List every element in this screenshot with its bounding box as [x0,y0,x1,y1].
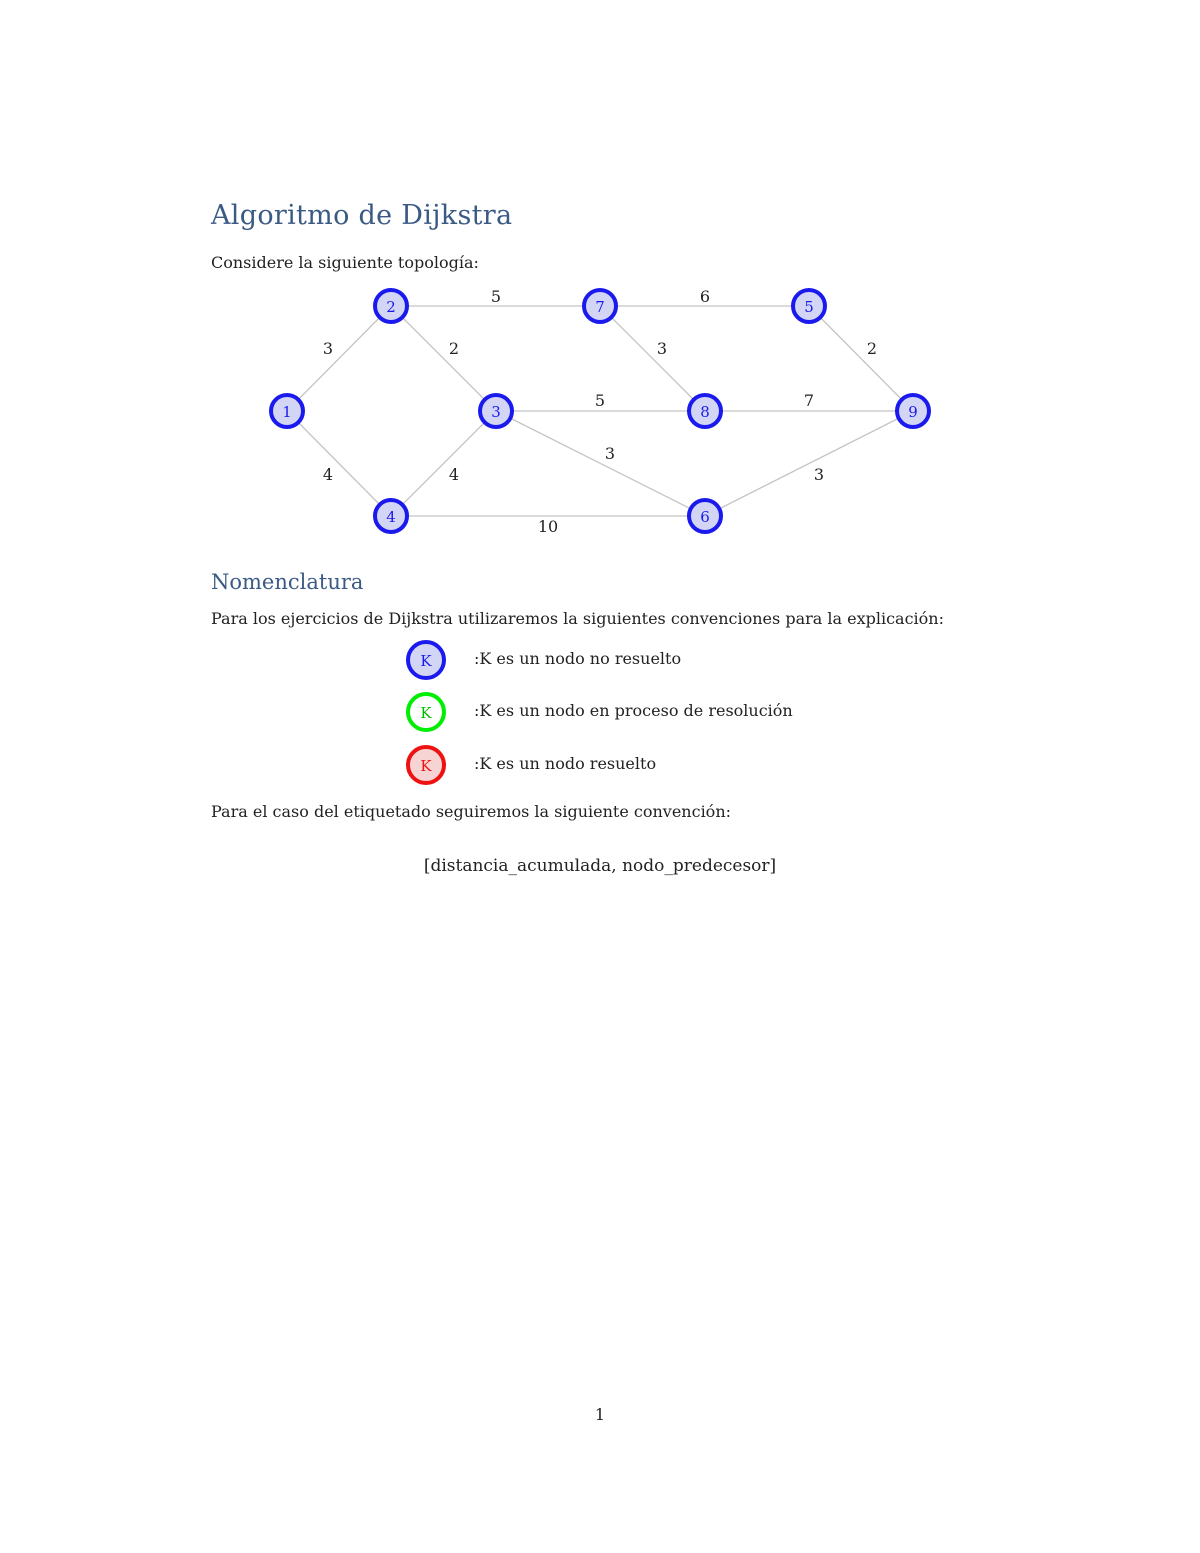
edge-weight-8-9: 7 [803,391,815,410]
graph-node-6 [689,500,721,532]
node-unresolved-icon [402,637,450,683]
edge-1-4 [287,411,391,516]
edge-3-6 [496,411,705,516]
edge-weight-3-6: 3 [604,444,616,463]
edge-5-9 [809,306,913,411]
label-formula: [distancia_acumulada, nodo_predecesor] [423,856,777,876]
svg-text:K: K [420,704,432,722]
edge-weight-3-8: 5 [594,391,606,410]
svg-text:6: 6 [700,508,710,526]
svg-text:4: 4 [386,508,396,526]
legend-resolved-text: :K es un nodo resuelto [474,754,657,773]
graph-node-2 [375,290,407,322]
edge-7-8 [600,306,705,411]
svg-text:K: K [420,757,432,775]
edge-weight-4-6: 10 [537,517,559,536]
edge-weight-2-7: 5 [490,287,502,306]
svg-text:7: 7 [595,298,605,316]
edge-6-9 [705,411,913,516]
svg-text:9: 9 [908,403,918,421]
graph-node-1 [271,395,303,427]
legend-in-process-text: :K es un nodo en proceso de resolución [474,701,793,720]
graph-node-3 [480,395,512,427]
legend-unresolved [402,637,902,683]
edge-1-2 [287,306,391,411]
graph-node-7 [584,290,616,322]
intro-text: Considere la siguiente topología: [211,253,479,272]
svg-text:K: K [420,652,432,670]
edge-3-4 [391,411,496,516]
node-in-process-icon [402,689,450,735]
edge-weight-6-9: 3 [813,465,825,484]
graph-node-4 [375,500,407,532]
topology-graph [0,0,1200,560]
edge-weight-3-4: 4 [448,465,460,484]
page-title: Algoritmo de Dijkstra [211,200,513,231]
svg-text:1: 1 [282,403,292,421]
graph-node-5 [793,290,825,322]
legend-in-process [402,689,902,735]
edge-weight-1-4: 4 [322,465,334,484]
svg-text:5: 5 [804,298,814,316]
label-convention-text: Para el caso del etiquetado seguiremos la siguiente convención: [211,802,732,821]
svg-text:2: 2 [386,298,396,316]
edge-weight-7-8: 3 [656,339,668,358]
nomenclature-heading: Nomenclatura [211,570,364,594]
edge-weight-1-2: 3 [322,339,334,358]
legend-unresolved-text: :K es un nodo no resuelto [474,649,682,668]
graph-node-8 [689,395,721,427]
svg-text:8: 8 [700,403,710,421]
edge-weight-2-3: 2 [448,339,460,358]
nomenclature-description: Para los ejercicios de Dijkstra utilizaremos la siguientes convenciones para la explicación: [211,609,944,628]
edge-weight-5-9: 2 [866,339,878,358]
node-resolved-icon [402,742,450,788]
svg-text:3: 3 [491,403,501,421]
legend-resolved [402,742,902,788]
edge-weight-7-5: 6 [699,287,711,306]
page-number: 1 [594,1405,606,1424]
graph-node-9 [897,395,929,427]
edge-2-3 [391,306,496,411]
